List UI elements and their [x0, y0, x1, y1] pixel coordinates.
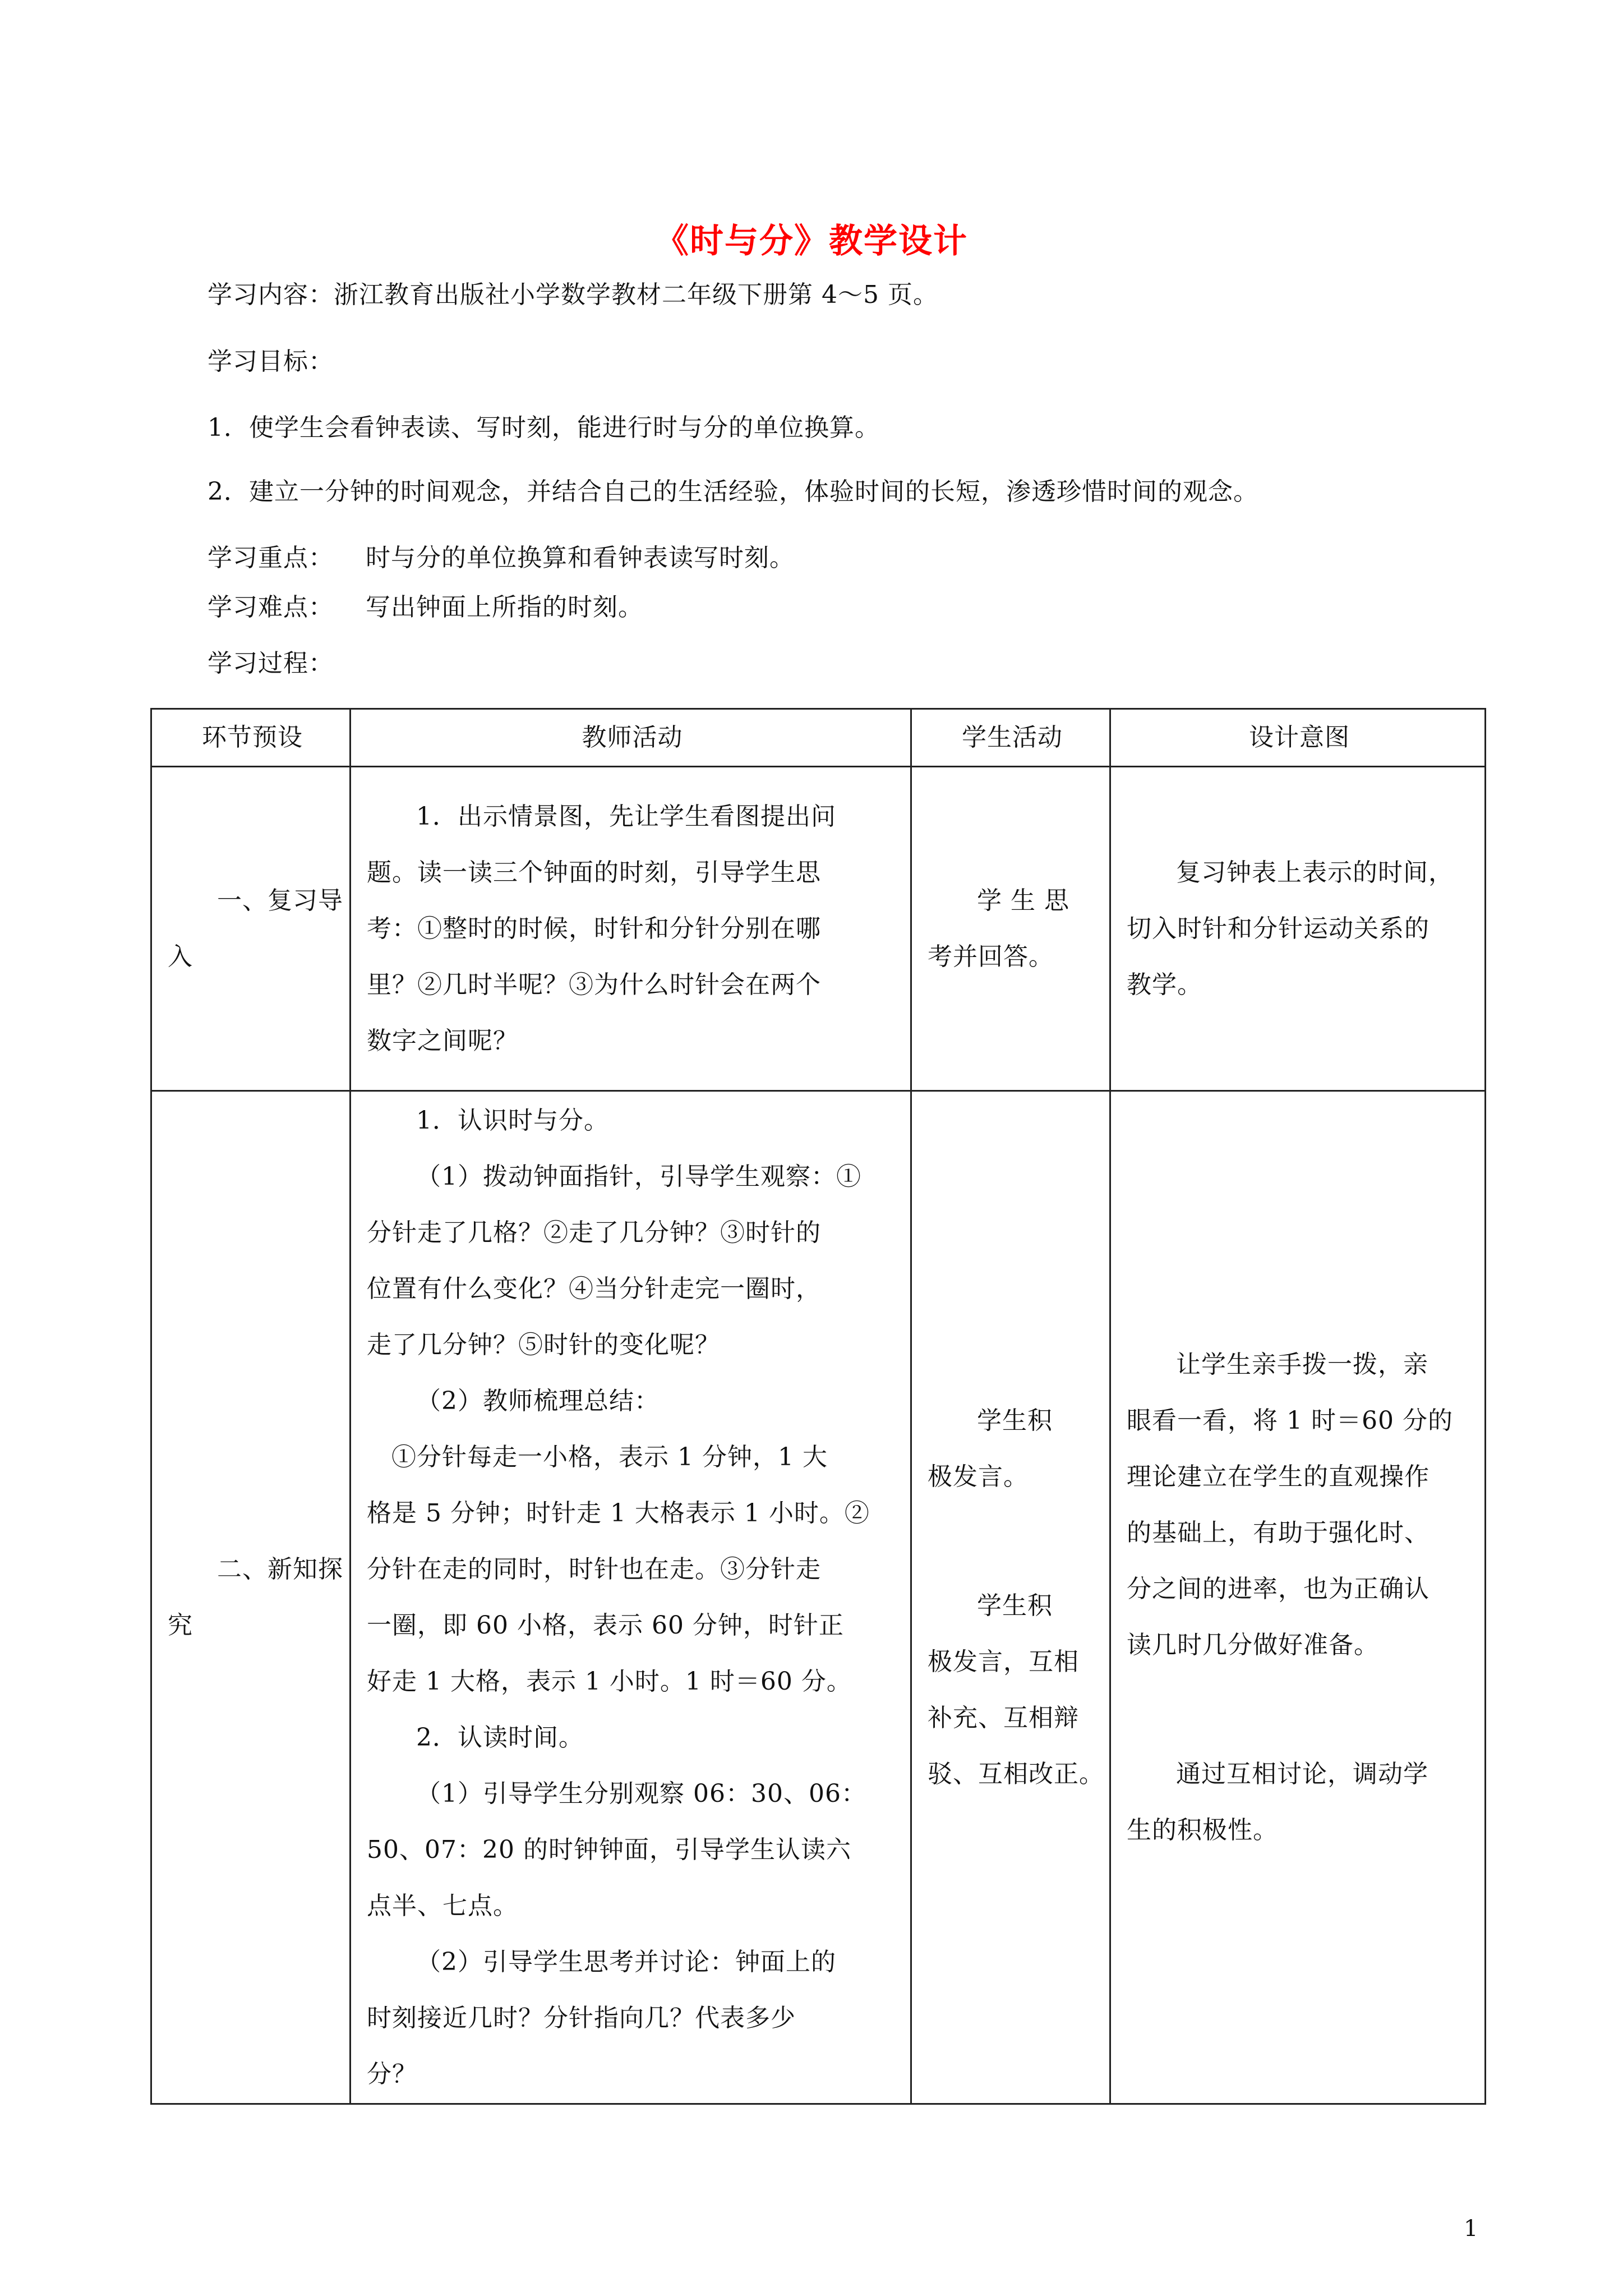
key-point	[208, 541, 795, 575]
stage-cell: 二、新知探 究	[151, 1091, 351, 2104]
header-student: 学生活动	[911, 709, 1110, 767]
teacher-cell: 1．认识时与分。 （1）拨动钟面指针，引导学生观察：① 分针走了几格？②走了几分钟？③时针的 位置有什么变化？④当分针走完一圈时， 走了几分钟？⑤时针的变化呢？ （2）教师梳理总结： ①分针每走一小格，表示 1 分钟，1 大 格是 5 分钟；时针走 1 大格表示 1 小时。② 分针在走的同时，时针也在走。③分针走 一圈，即 60 小格，表示 60 分钟，时针正 好走 1 大格，表示 1 小时。1 时＝60 分。 2．认读时间。 （1）引导学生分别观察 06：30、06： 50、07：20 的时钟钟面，引导学生认读六 点半、七点。 （2）引导学生思考并讨论：钟面上的 时刻接近几时？分针指向几？代表多少 分？	[351, 1091, 911, 2104]
key-point-text: 时与分的单位换算和看钟表读写时刻。	[366, 544, 795, 572]
goal-2: 2．建立一分钟的时间观念，并结合自己的生活经验，体验时间的长短，渗透珍惜时间的观念。	[208, 477, 1258, 506]
difficulty-label: 学习难点：	[208, 593, 334, 622]
goal-1: 1．使学生会看钟表读、写时刻，能进行时与分的单位换算。	[208, 413, 880, 442]
table-row	[151, 767, 1486, 1091]
lesson-table	[150, 708, 1486, 2105]
header-teacher: 教师活动	[351, 709, 911, 767]
student-cell: 学 生 思 考并回答。	[911, 767, 1110, 1091]
process-label: 学习过程：	[208, 649, 334, 678]
goals-label: 学习目标：	[208, 347, 334, 376]
intent-cell: 让学生亲手拨一拨，亲 眼看一看，将 1 时＝60 分的 理论建立在学生的直观操作 的基础上，有助于强化时、 分之间的进率，也为正确认 读几时几分做好准备。 通过互相讨论，调动学 生的积极性。	[1110, 1091, 1486, 2104]
difficulty-text: 写出钟面上所指的时刻。	[366, 593, 643, 622]
student-cell: 学生积 极发言。 学生积 极发言，互相 补充、互相辩 驳、互相改正。	[911, 1091, 1110, 2104]
table-header-row	[151, 709, 1486, 767]
stage-cell: 一、复习导 入	[151, 767, 351, 1091]
header-stage: 环节预设	[151, 709, 351, 767]
table-row	[151, 1091, 1486, 2104]
teacher-cell: 1．出示情景图，先让学生看图提出问 题。读一读三个钟面的时刻，引导学生思 考：①整时的时候，时针和分针分别在哪 里？②几时半呢？③为什么时针会在两个 数字之间呢？	[351, 767, 911, 1091]
document-title: 《时与分》教学设计	[655, 222, 968, 261]
header-intent: 设计意图	[1110, 709, 1486, 767]
content-line: 学习内容：浙江教育出版社小学数学教材二年级下册第 4～5 页。	[208, 280, 938, 309]
page-number: 1	[1464, 2216, 1478, 2242]
key-point-label: 学习重点：	[208, 544, 334, 572]
difficulty	[208, 591, 643, 624]
intent-cell: 复习钟表上表示的时间， 切入时针和分针运动关系的 教学。	[1110, 767, 1486, 1091]
